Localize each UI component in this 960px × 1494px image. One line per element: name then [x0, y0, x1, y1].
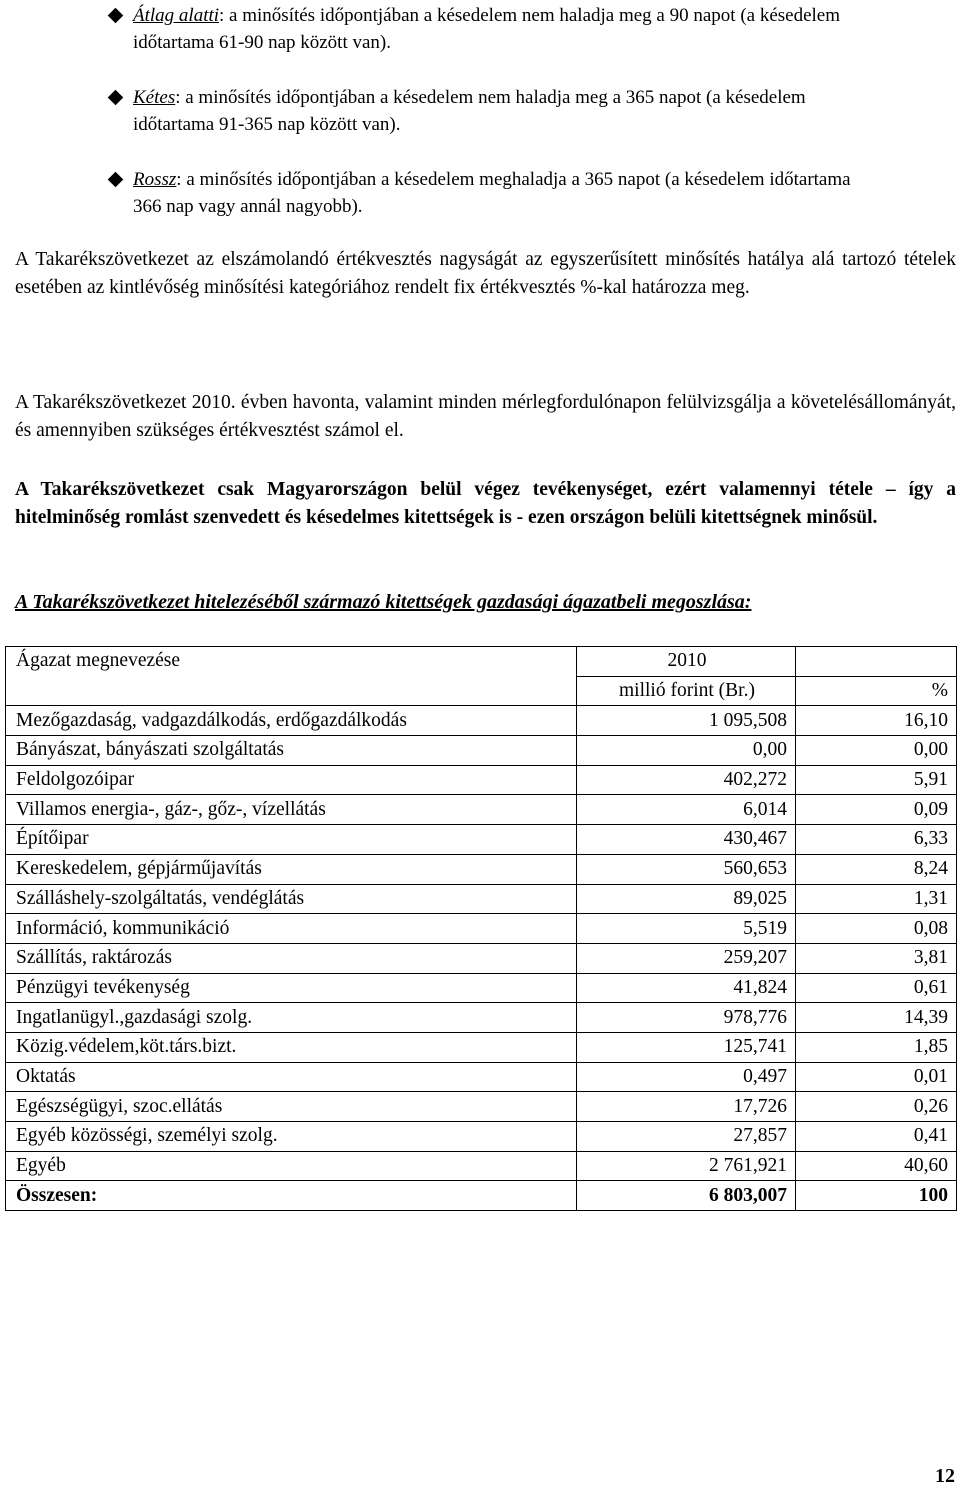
bullet-term: Kétes [133, 87, 176, 108]
table-row [6, 795, 957, 825]
value-cell: 560,653 [577, 854, 796, 884]
sector-name-cell: Kereskedelem, gépjárműjavítás [6, 854, 577, 884]
pct-cell: 1,85 [796, 1032, 957, 1062]
sector-name-cell: Egyéb közösségi, személyi szolg. [6, 1122, 577, 1152]
table-row [6, 706, 957, 736]
pct-cell: 8,24 [796, 854, 957, 884]
table-row [6, 1062, 957, 1092]
table-row [6, 943, 957, 973]
table-row [6, 914, 957, 944]
pct-cell: 0,00 [796, 736, 957, 766]
value-cell: 259,207 [577, 943, 796, 973]
table-row [6, 1032, 957, 1062]
paragraph-magyarorszag: A Takarékszövetkezet csak Magyarországon belül végez tevékenységet, ezért valamennyi tétele – így a hitelminőség romlást szenvedett és késedelmes kitettségek is - ezen országon belüli kitettségnek minősül. [15, 479, 956, 528]
pct-cell: 0,61 [796, 973, 957, 1003]
bullet-term: Átlag alatti [133, 5, 220, 26]
sector-name-cell: Közig.védelem,köt.társ.bizt. [6, 1032, 577, 1062]
pct-cell: 14,39 [796, 1003, 957, 1033]
total-value-cell: 6 803,007 [577, 1181, 796, 1211]
sector-name-cell: Pénzügyi tevékenység [6, 973, 577, 1003]
total-pct-cell: 100 [796, 1181, 957, 1211]
sector-name-cell: Feldolgozóipar [6, 765, 577, 795]
pct-cell: 1,31 [796, 884, 957, 914]
paragraph-ertekvesztes: A Takarékszövetkezet az elszámolandó értékvesztés nagyságát az egyszerűsített minősítés hatálya alá tartozó tételek esetében az kintlévőség minősítési kategóriához rendelt fix értékvesztés %-kal határozza meg. [15, 249, 956, 298]
pct-cell: 0,01 [796, 1062, 957, 1092]
table-row [6, 765, 957, 795]
column-header-unit: millió forint (Br.) [577, 676, 796, 706]
value-cell: 0,497 [577, 1062, 796, 1092]
column-header-blank [796, 647, 957, 677]
sector-name-cell: Oktatás [6, 1062, 577, 1092]
sector-name-cell: Ingatlanügyl.,gazdasági szolg. [6, 1003, 577, 1033]
table-row [6, 736, 957, 766]
bullet-item-rossz [110, 166, 870, 220]
sector-name-cell: Mezőgazdaság, vadgazdálkodás, erdőgazdálkodás [6, 706, 577, 736]
sector-name-cell: Építőipar [6, 825, 577, 855]
table-row [6, 825, 957, 855]
table-row [6, 1122, 957, 1152]
diamond-bullet-icon [108, 8, 124, 24]
table-row [6, 854, 957, 884]
value-cell: 1 095,508 [577, 706, 796, 736]
table-row [6, 973, 957, 1003]
sector-name-cell: Szálláshely-szolgáltatás, vendéglátás [6, 884, 577, 914]
diamond-bullet-icon [108, 172, 124, 188]
value-cell: 5,519 [577, 914, 796, 944]
sector-exposure-table [5, 646, 957, 1211]
pct-cell: 0,26 [796, 1092, 957, 1122]
value-cell: 41,824 [577, 973, 796, 1003]
value-cell: 2 761,921 [577, 1151, 796, 1181]
value-cell: 89,025 [577, 884, 796, 914]
table-total-row [6, 1181, 957, 1211]
value-cell: 125,741 [577, 1032, 796, 1062]
column-header-sector: Ágazat megnevezése [6, 647, 577, 706]
value-cell: 6,014 [577, 795, 796, 825]
value-cell: 27,857 [577, 1122, 796, 1152]
sector-name-cell: Bányászat, bányászati szolgáltatás [6, 736, 577, 766]
table-row [6, 884, 957, 914]
pct-cell: 0,09 [796, 795, 957, 825]
total-label-cell: Összesen: [6, 1181, 577, 1211]
sector-name-cell: Szállítás, raktározás [6, 943, 577, 973]
pct-cell: 5,91 [796, 765, 957, 795]
sector-name-cell: Egyéb [6, 1151, 577, 1181]
column-header-pct: % [796, 676, 957, 706]
page-number: 12 [935, 1465, 955, 1487]
bullet-term: Rossz [133, 169, 177, 190]
pct-cell: 0,41 [796, 1122, 957, 1152]
bullet-item-ketes [110, 84, 870, 138]
value-cell: 978,776 [577, 1003, 796, 1033]
bullet-item-atlag-alatti [110, 2, 870, 56]
bullet-text: : a minősítés időpontjában a késedelem meghaladja a 365 napot (a késedelem időtartama 366 nap vagy annál nagyobb). [133, 169, 851, 217]
bullet-text: : a minősítés időpontjában a késedelem nem haladja meg a 90 napot (a késedelem időtartama 61-90 nap között van). [133, 5, 841, 53]
column-header-year: 2010 [577, 647, 796, 677]
sector-name-cell: Egészségügyi, szoc.ellátás [6, 1092, 577, 1122]
table-heading: A Takarékszövetkezet hitelezéséből származó kitettségek gazdasági ágazatbeli megoszlása: [15, 591, 752, 613]
sector-name-cell: Információ, kommunikáció [6, 914, 577, 944]
pct-cell: 6,33 [796, 825, 957, 855]
value-cell: 0,00 [577, 736, 796, 766]
pct-cell: 0,08 [796, 914, 957, 944]
value-cell: 17,726 [577, 1092, 796, 1122]
value-cell: 402,272 [577, 765, 796, 795]
table-row [6, 1003, 957, 1033]
table-header-row [6, 647, 957, 677]
paragraph-felulvizsgalat: A Takarékszövetkezet 2010. évben havonta, valamint minden mérlegfordulónapon felülvizsgálja a követelésállományát, és amennyiben szükséges értékvesztést számol el. [15, 392, 956, 441]
pct-cell: 3,81 [796, 943, 957, 973]
bullet-text: : a minősítés időpontjában a késedelem nem haladja meg a 365 napot (a késedelem időtartama 91-365 nap között van). [133, 87, 806, 135]
table-row [6, 1092, 957, 1122]
sector-name-cell: Villamos energia-, gáz-, gőz-, vízellátás [6, 795, 577, 825]
table-row [6, 1151, 957, 1181]
value-cell: 430,467 [577, 825, 796, 855]
pct-cell: 40,60 [796, 1151, 957, 1181]
pct-cell: 16,10 [796, 706, 957, 736]
diamond-bullet-icon [108, 90, 124, 106]
